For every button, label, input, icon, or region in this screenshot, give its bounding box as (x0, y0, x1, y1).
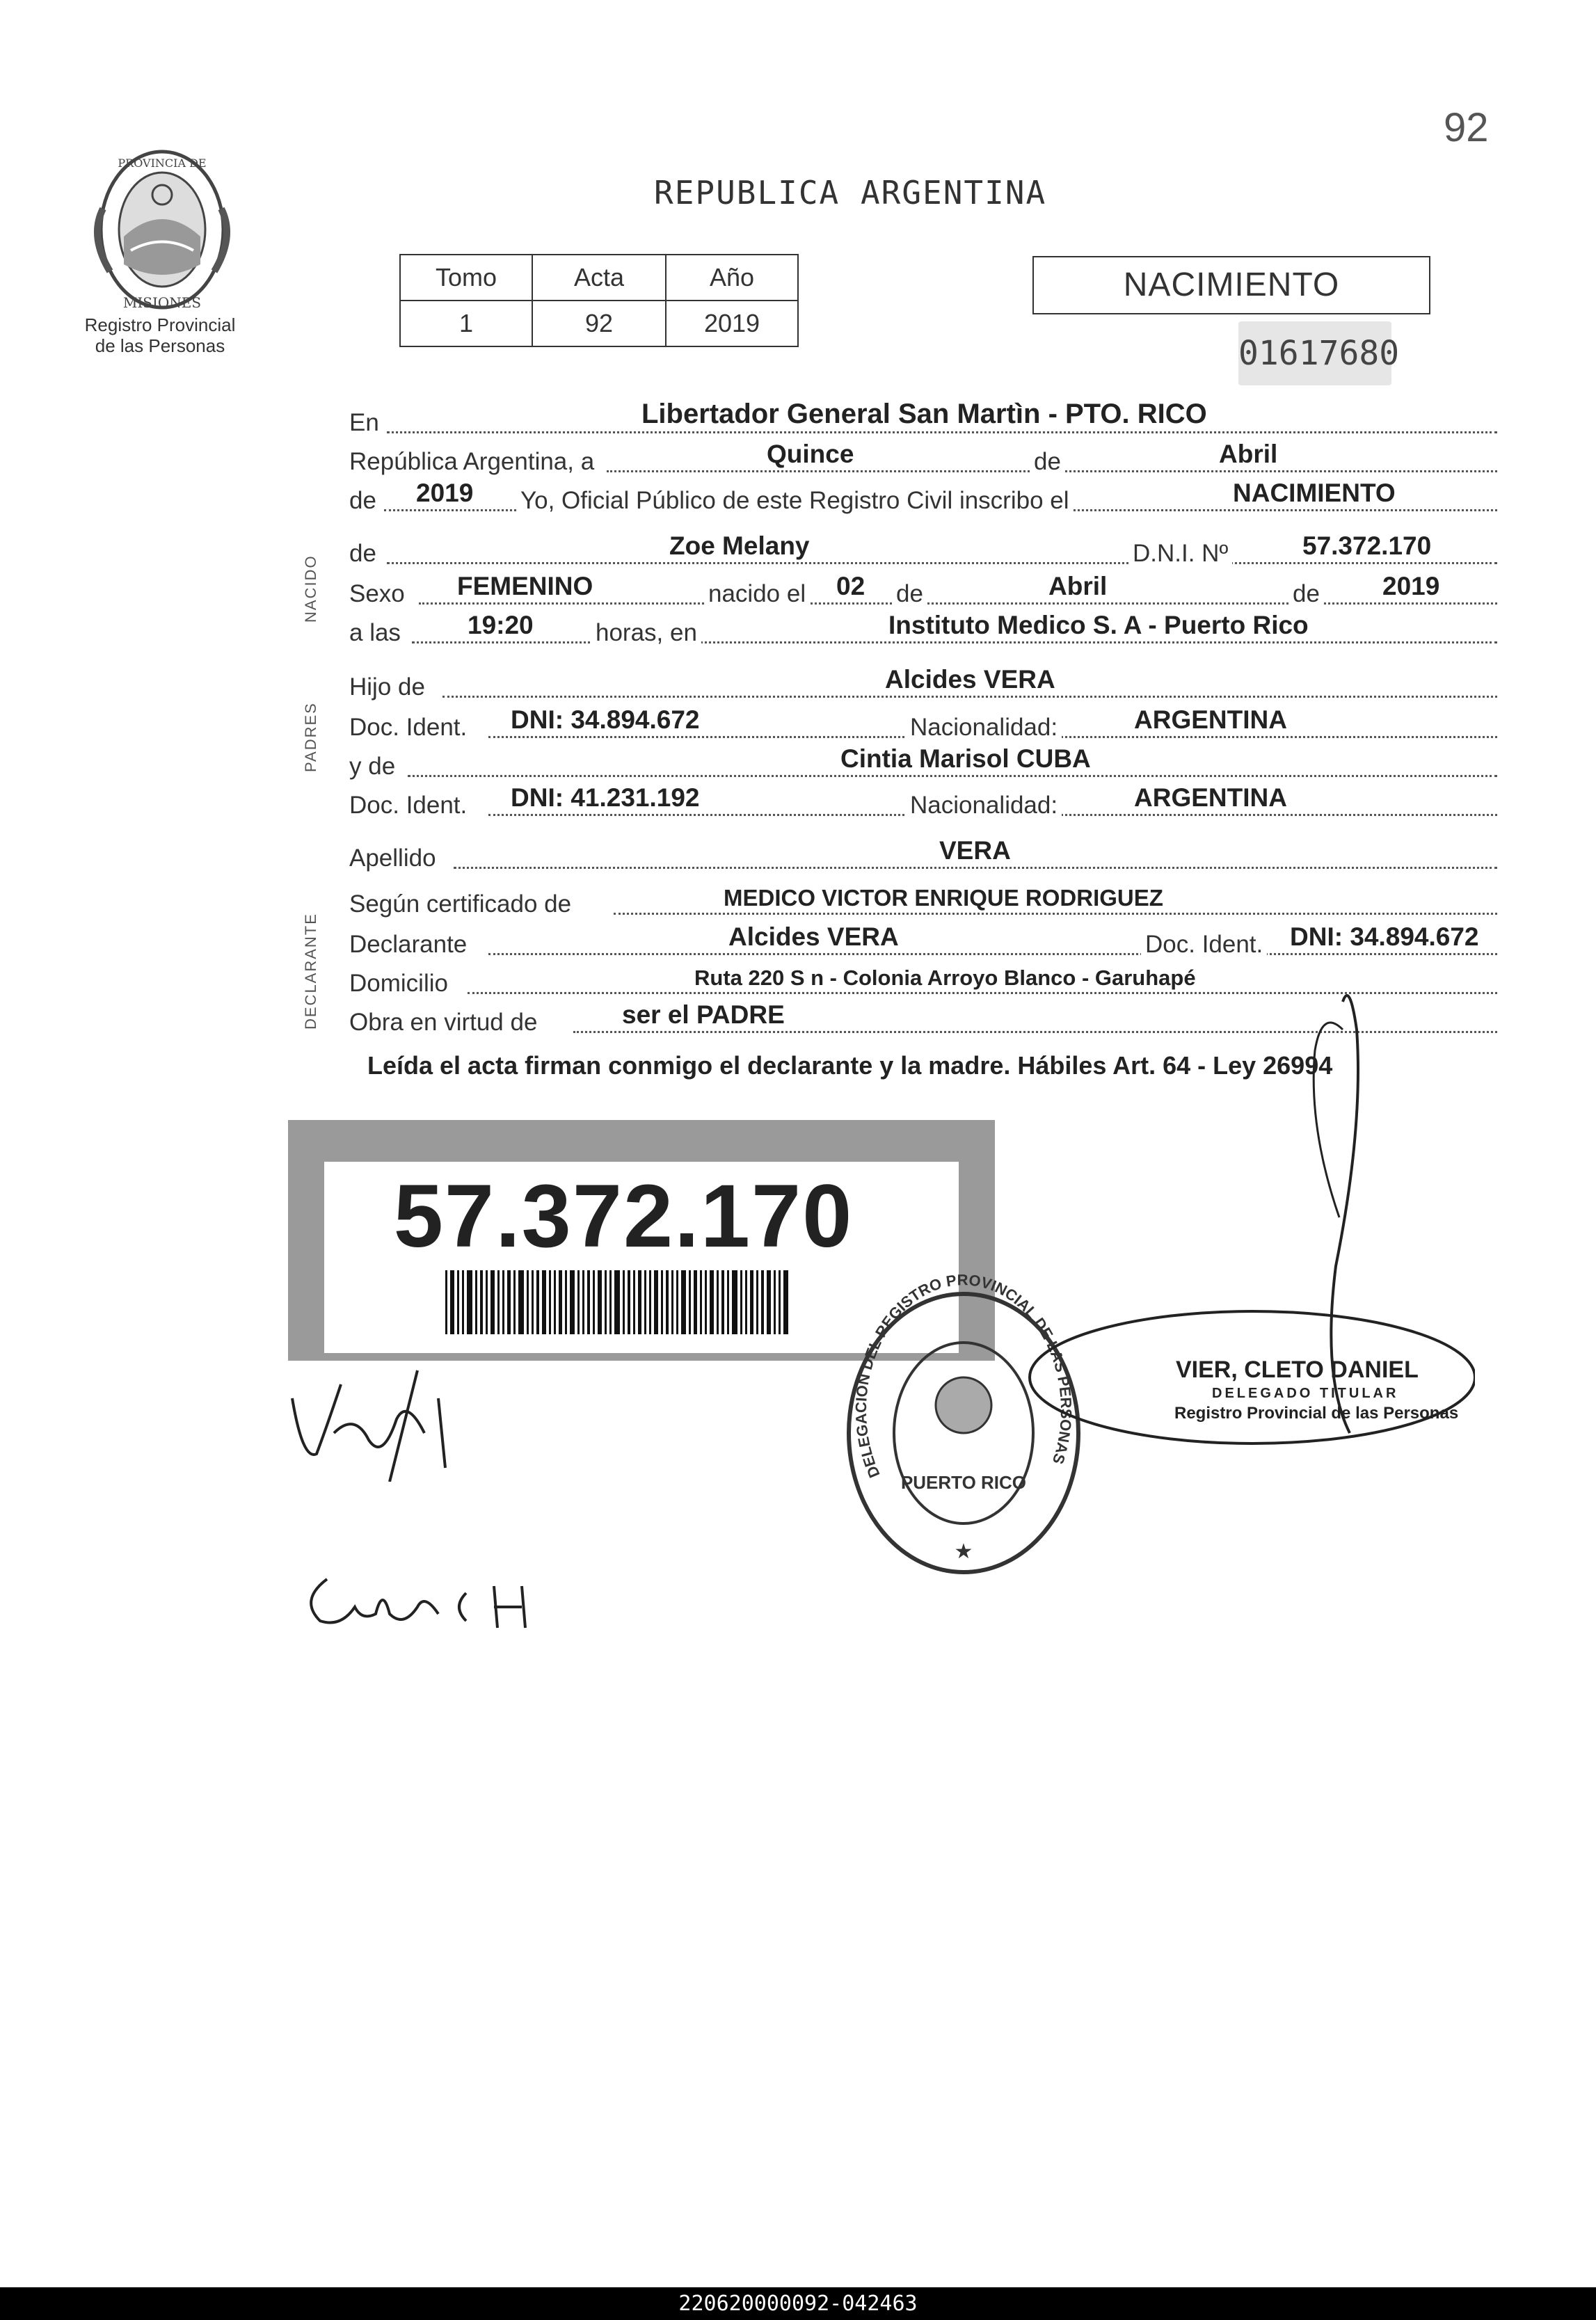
field-row-mother-doc (349, 783, 1497, 822)
barcode-bar (783, 1270, 788, 1334)
section-label-padres: PADRES (302, 702, 319, 772)
de-label: de (1031, 448, 1064, 476)
barcode-bar (694, 1270, 697, 1334)
stamp-ring-text: DELEGACION DEL REGISTRO PROVINCIAL DE LAS PERSONAS (852, 1271, 1076, 1481)
acta-header-acta: Acta (532, 255, 666, 301)
father-nationality: ARGENTINA (1134, 705, 1287, 734)
official-name: VIER, CLETO DANIEL (1176, 1357, 1419, 1383)
dni-barcode (445, 1270, 832, 1334)
registration-year: 2019 (416, 479, 474, 507)
barcode-bar (480, 1270, 483, 1334)
acta-header-ano: Año (666, 255, 798, 301)
barcode-bar (577, 1270, 580, 1334)
barcode-bar (587, 1270, 590, 1334)
barcode-bar (445, 1270, 447, 1334)
nacionalidad-label: Nacionalidad: (906, 714, 1062, 742)
barcode-bar (710, 1270, 714, 1334)
footer-document-code: 220620000092-042463 (0, 2287, 1596, 2320)
de-label: de (349, 487, 379, 515)
page-number: 92 (1444, 105, 1489, 150)
declarant-doc: DNI: 34.894.672 (1290, 922, 1479, 951)
de-label: de (892, 580, 927, 608)
declarante-doc-label: Doc. Ident. (1141, 931, 1267, 959)
birth-time: 19:20 (468, 611, 534, 639)
nacido-label: nacido el (704, 580, 810, 608)
barcode-bar (767, 1270, 771, 1334)
field-row-declarante (349, 922, 1497, 961)
barcode-bar (756, 1270, 758, 1334)
mother-signature (299, 1558, 550, 1642)
barcode-bar (638, 1270, 641, 1334)
registry-caption-line1: Registro Provincial (84, 314, 236, 335)
dotted-leader (442, 696, 1497, 698)
registry-caption-line2: de las Personas (95, 335, 225, 356)
barcode-bar (554, 1270, 556, 1334)
barcode-bar (661, 1270, 663, 1334)
barcode-bar (717, 1270, 719, 1334)
sexo-label: Sexo (349, 580, 405, 607)
field-row-date (349, 442, 1497, 479)
field-row-mother (349, 744, 1497, 783)
barcode-bar (490, 1270, 495, 1334)
field-row-sexo (349, 572, 1497, 611)
barcode-bar (605, 1270, 607, 1334)
yde-label: y de (349, 753, 396, 780)
declarant-name: Alcides VERA (728, 922, 899, 951)
birth-day: 02 (836, 572, 865, 600)
barcode-bar (598, 1270, 602, 1334)
de-label: de (1288, 580, 1324, 608)
dni-banner-number: 57.372.170 (393, 1167, 854, 1266)
barcode-bar (513, 1270, 516, 1334)
barcode-bar (507, 1270, 511, 1334)
dotted-leader (488, 953, 1497, 955)
official-organization: Registro Provincial de las Personas (1174, 1404, 1459, 1423)
de-label: de (349, 540, 376, 567)
barcode-bar (761, 1270, 764, 1334)
father-doc: DNI: 34.894.672 (511, 705, 700, 734)
apellido-label: Apellido (349, 845, 436, 872)
hijo-label: Hijo de (349, 673, 425, 701)
barcode-bar (779, 1270, 781, 1334)
en-label: En (349, 409, 379, 436)
barcode-bar (582, 1270, 584, 1334)
barcode-bar (750, 1270, 753, 1334)
barcode-bar (666, 1270, 669, 1334)
barcode-bar (559, 1270, 562, 1334)
certificado-label: Según certificado de (349, 890, 572, 918)
birth-year: 2019 (1382, 572, 1440, 600)
horas-label: horas, en (591, 619, 701, 647)
dni-label: D.N.I. Nº (1128, 540, 1232, 568)
barcode-bar (518, 1270, 524, 1334)
dotted-leader (419, 602, 1497, 605)
document-type-box: NACIMIENTO (1032, 256, 1430, 314)
declarant-address: Ruta 220 S n - Colonia Arroyo Blanco - Garuhapé (694, 966, 1196, 990)
obra-label: Obra en virtud de (349, 1009, 538, 1036)
section-label-declarante: DECLARANTE (302, 913, 319, 1030)
field-row-certificado (349, 885, 1497, 921)
barcode-bar (676, 1270, 678, 1334)
field-row-apellido (349, 836, 1497, 875)
barcode-bar (628, 1270, 630, 1334)
child-dni: 57.372.170 (1302, 531, 1432, 560)
doc-ident-label: Doc. Ident. (349, 714, 468, 741)
province-seal-logo (82, 146, 242, 320)
sex-value: FEMENINO (457, 572, 593, 600)
doc-ident-label: Doc. Ident. (349, 792, 468, 819)
acta-value-tomo: 1 (400, 301, 532, 346)
official-role: DELEGADO TITULAR (1212, 1386, 1399, 1401)
barcode-bar (497, 1270, 500, 1334)
dotted-leader (614, 913, 1497, 915)
barcode-bar (633, 1270, 635, 1334)
acta-value-acta: 92 (532, 301, 666, 346)
dotted-leader (387, 431, 1497, 433)
barcode-bar (532, 1270, 534, 1334)
declarant-relation: ser el PADRE (622, 1000, 785, 1029)
birth-place: Instituto Medico S. A - Puerto Rico (888, 611, 1309, 639)
registry-caption (70, 314, 250, 356)
barcode-bar (450, 1270, 454, 1334)
declarant-signature (285, 1357, 480, 1482)
dotted-leader (387, 562, 1497, 564)
mother-name: Cintia Marisol CUBA (840, 744, 1091, 773)
barcode-bar (536, 1270, 539, 1334)
barcode-bar (462, 1270, 464, 1334)
barcode-bar (475, 1270, 477, 1334)
mother-nationality: ARGENTINA (1134, 783, 1287, 812)
barcode-bar (649, 1270, 651, 1334)
field-row-oficial (349, 481, 1497, 518)
barcode-bar (727, 1270, 729, 1334)
barcode-bar (681, 1270, 686, 1334)
barcode-bar (486, 1270, 488, 1334)
field-row-father-doc (349, 705, 1497, 744)
acta-table-header-row (400, 255, 798, 301)
nacionalidad-label: Nacionalidad: (906, 792, 1062, 819)
barcode-bar (593, 1270, 595, 1334)
reading-note: Leída el acta firman conmigo el declarante y la madre. Hábiles Art. 64 - Ley 26994 (367, 1051, 1333, 1080)
barcode-bar (644, 1270, 646, 1334)
domicilio-label: Domicilio (349, 970, 448, 997)
field-row-name (349, 531, 1497, 570)
barcode-bar (740, 1270, 742, 1334)
registration-month: Abril (1219, 440, 1278, 468)
barcode-bar (457, 1270, 459, 1334)
dotted-leader (412, 641, 1497, 643)
dotted-leader (408, 775, 1497, 777)
barcode-bar (609, 1270, 612, 1334)
republica-label: República Argentina, a (349, 448, 595, 475)
svg-text:★: ★ (954, 1540, 973, 1563)
barcode-bar (542, 1270, 546, 1334)
alas-label: a las (349, 619, 401, 646)
barcode-bar (671, 1270, 673, 1334)
place-of-registration: Libertador General San Martìn - PTO. RICO (641, 399, 1207, 429)
barcode-bar (745, 1270, 747, 1334)
surname-value: VERA (939, 836, 1011, 865)
svg-text:PROVINCIA DE: PROVINCIA DE (118, 157, 207, 170)
acta-table (399, 254, 799, 347)
acta-header-tomo: Tomo (400, 255, 532, 301)
stamp-city: PUERTO RICO (900, 1472, 1027, 1493)
barcode-bar (527, 1270, 529, 1334)
svg-text:MISIONES: MISIONES (122, 294, 202, 311)
certifying-doctor: MEDICO VICTOR ENRIQUE RODRIGUEZ (724, 885, 1163, 911)
declarante-label: Declarante (349, 931, 468, 958)
barcode-bar (774, 1270, 776, 1334)
mother-doc: DNI: 41.231.192 (511, 783, 700, 812)
barcode-bar (565, 1270, 567, 1334)
barcode-bar (721, 1270, 724, 1334)
barcode-bar (614, 1270, 620, 1334)
field-row-father (349, 665, 1497, 704)
serial-number: 01617680 (1238, 321, 1391, 385)
barcode-bar (705, 1270, 707, 1334)
field-row-en (349, 399, 1497, 440)
page-title: REPUBLICA ARGENTINA (654, 174, 1047, 211)
barcode-bar (570, 1270, 575, 1334)
dotted-leader (454, 867, 1497, 869)
child-name: Zoe Melany (669, 531, 810, 560)
barcode-bar (654, 1270, 658, 1334)
registration-day: Quince (767, 440, 854, 468)
barcode-bar (623, 1270, 625, 1334)
inscription-type: NACIMIENTO (1233, 479, 1396, 507)
father-name: Alcides VERA (885, 665, 1055, 694)
oficial-text: Yo, Oficial Público de este Registro Civil inscribo el (516, 487, 1074, 515)
barcode-bar (689, 1270, 691, 1334)
section-label-nacido: NACIDO (302, 554, 319, 623)
field-row-time (349, 611, 1497, 650)
acta-table-value-row (400, 301, 798, 346)
barcode-bar (732, 1270, 737, 1334)
barcode-bar (700, 1270, 702, 1334)
acta-value-ano: 2019 (666, 301, 798, 346)
birth-month: Abril (1048, 572, 1108, 600)
barcode-bar (467, 1270, 472, 1334)
barcode-bar (549, 1270, 551, 1334)
barcode-bar (502, 1270, 504, 1334)
